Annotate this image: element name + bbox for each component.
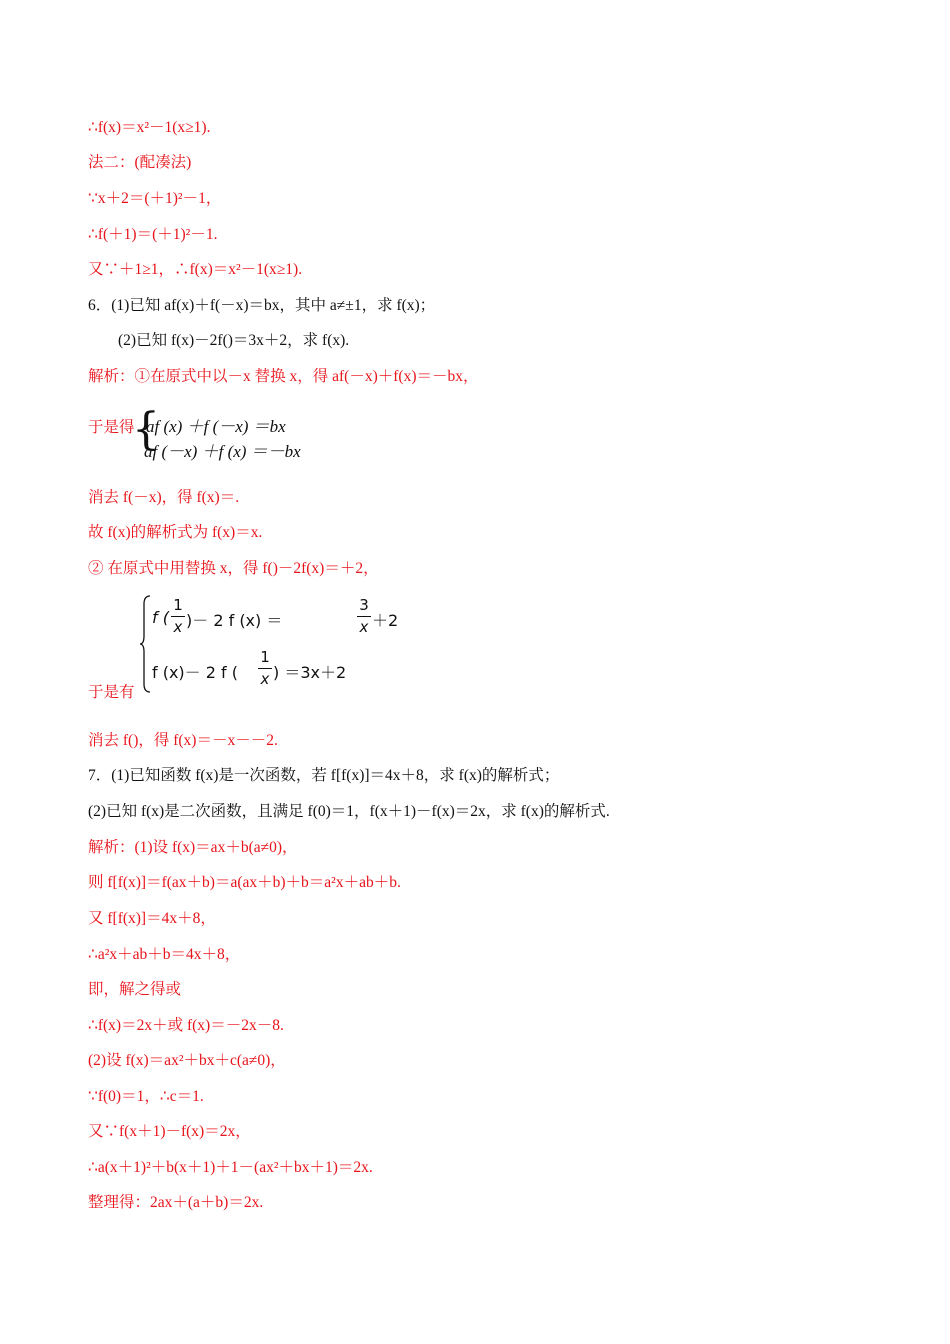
equation-system-2 bbox=[88, 590, 448, 702]
answer-line: ∴f(＋1)＝(＋1)²－1. bbox=[88, 226, 218, 243]
answer-line: 解析：(1)设 f(x)＝ax＋b(a≠0)， bbox=[88, 839, 298, 856]
answer-line: (2)设 f(x)＝ax²＋bx＋c(a≠0)， bbox=[88, 1052, 286, 1069]
answer-line: 则 f[f(x)]＝f(ax＋b)＝a(ax＋b)＋b＝a²x＋ab＋b. bbox=[88, 874, 401, 891]
fraction-denominator: x bbox=[173, 618, 183, 636]
fraction-numerator: 1 bbox=[173, 596, 183, 614]
answer-line: ② 在原式中用替换 x，得 f()－2f(x)＝＋2， bbox=[88, 560, 379, 577]
answer-line: 解析：①在原式中以－x 替换 x，得 af(－x)＋f(x)＝－bx， bbox=[88, 368, 479, 385]
system-1-row-2: af (－x) ＋f (x) ＝－bx bbox=[144, 442, 301, 461]
fraction-numerator: 3 bbox=[359, 596, 369, 614]
question-7-part-2: (2)已知 f(x)是二次函数，且满足 f(0)＝1，f(x＋1)－f(x)＝2x，求 f(x)的解析式. bbox=[88, 803, 610, 820]
answer-line: 即，解之得或 bbox=[88, 981, 182, 998]
fraction-numerator: 1 bbox=[260, 648, 270, 666]
answer-line: 整理得：2ax＋(a＋b)＝2x. bbox=[88, 1194, 264, 1211]
answer-line: ∴f(x)＝2x＋或 f(x)＝－2x－8. bbox=[88, 1017, 284, 1034]
answer-line: 故 f(x)的解析式为 f(x)＝x. bbox=[88, 524, 263, 541]
equation-system-1 bbox=[88, 405, 408, 465]
answer-line: 消去 f()，得 f(x)＝－x－－2. bbox=[88, 732, 278, 749]
answer-line: ∵f(0)＝1，∴c＝1. bbox=[88, 1088, 204, 1105]
system-label: 于是有 bbox=[88, 684, 135, 701]
question-6-part-2: (2)已知 f(x)－2f()＝3x＋2，求 f(x). bbox=[118, 332, 350, 349]
row-text: ) ＝3x＋2 bbox=[273, 663, 347, 682]
row-text: ＋2 bbox=[372, 611, 399, 630]
fraction-bar bbox=[171, 616, 185, 617]
answer-line: 又 f[f(x)]＝4x＋8， bbox=[88, 910, 216, 927]
answer-line: ∵x＋2＝(＋1)²－1， bbox=[88, 190, 222, 207]
fraction-denominator: x bbox=[260, 670, 270, 688]
answer-line: 又∵f(x＋1)－f(x)＝2x， bbox=[88, 1123, 251, 1140]
question-7-part-1: 7．(1)已知函数 f(x)是一次函数，若 f[f(x)]＝4x＋8，求 f(x)的解析式； bbox=[88, 767, 560, 784]
answer-line: 消去 f(－x)，得 f(x)＝. bbox=[88, 489, 240, 506]
left-brace: { bbox=[132, 404, 160, 455]
row-text: f (x)－ 2 f ( bbox=[152, 663, 238, 682]
fraction-denominator: x bbox=[359, 618, 369, 636]
answer-line: ∴a(x＋1)²＋b(x＋1)＋1－(ax²＋bx＋1)＝2x. bbox=[88, 1159, 373, 1176]
row-text: )－ 2 f (x) ＝ bbox=[186, 611, 283, 630]
row-text: f ( bbox=[152, 608, 169, 627]
system-label: 于是得 bbox=[88, 419, 135, 436]
question-6-part-1: 6．(1)已知 af(x)＋f(－x)＝bx，其中 a≠±1，求 f(x)； bbox=[88, 297, 436, 314]
answer-line: 又∵＋1≥1，∴f(x)＝x²－1(x≥1). bbox=[88, 261, 303, 278]
answer-line: 法二：(配凑法) bbox=[88, 154, 192, 171]
fraction-bar bbox=[357, 616, 371, 617]
answer-line: ∴a²x＋ab＋b＝4x＋8， bbox=[88, 946, 241, 963]
answer-line: ∴f(x)＝x²－1(x≥1). bbox=[88, 119, 211, 136]
fraction-bar bbox=[258, 668, 272, 669]
system-1-row-1: af (x) ＋f (－x) ＝bx bbox=[146, 417, 286, 436]
